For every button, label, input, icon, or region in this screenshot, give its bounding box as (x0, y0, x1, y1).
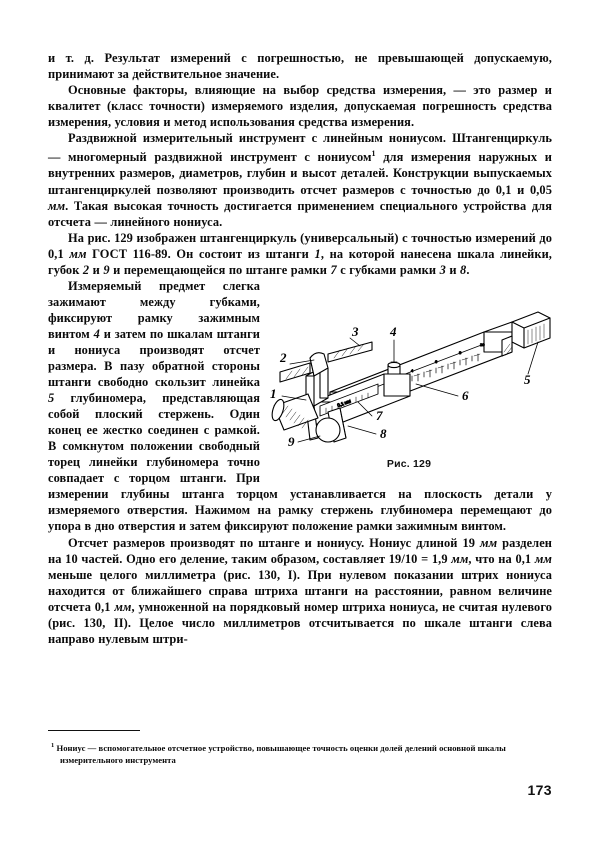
unit-mm: мм (480, 535, 498, 550)
nonius-part-4: меньше целого миллиметра (рис. 130, I). При нулевом показании штрих нониуса находится от ближайшего справа штриха штанги на расстоянии, равном величине отсчета 0,1 (48, 567, 552, 614)
wrap-part-3: глубиномера, представляющая собой плоский стержень. Один конец ее жестко соединен с рамкой. В сомкнутом положении свободный торец линейки глубиномера точно совпадает с торцом штанги. При измерении глубины штанга торцом устанавливается на плоскость детали у измеряемого отверстия. Нажимом на рамку стержень глубиномера перемещают до упора в дно отверстия и затем фиксируют положение рамки зажимным винтом. (48, 391, 552, 534)
footnote-separator-rule (48, 730, 140, 731)
nonius-part-1: Отсчет размеров производят по штанге и нониусу. Нониус длиной 19 (68, 535, 481, 550)
nonius-part-5: , умноженной на порядковый номер штриха нониуса, не считая нулевого (рис. 130, II). Целое число миллиметров отсчитывается по шкале штанги слева направо нулевым штри- (48, 599, 552, 646)
callout-2: 2 (280, 349, 287, 365)
callout-1: 1 (270, 385, 277, 401)
paragraph-section-intro (48, 130, 552, 229)
part-number-3: 3 (439, 262, 446, 277)
page-content (48, 50, 552, 647)
paragraph-1: и т. д. Результат измерений с погрешностью, не превышающей допускаемую, принимают за действительное значение. (48, 51, 552, 82)
figure-129 (266, 280, 552, 470)
section-text-before-note: Штангенциркуль — многомерный раздвижной инструмент с нониусом (48, 131, 552, 165)
scale-label: 0,1 мм (336, 398, 352, 408)
callout-9: 9 (288, 433, 295, 448)
unit-mm: мм (114, 599, 132, 614)
nonius-part-3: , что на 0,1 (468, 551, 535, 566)
svg-text:10: 10 (480, 341, 485, 347)
part-number-2: 2 (82, 262, 90, 277)
unit-mm: мм (69, 246, 87, 261)
callout-8: 8 (380, 425, 387, 441)
callout-6: 6 (462, 387, 469, 403)
svg-text:8: 8 (459, 349, 462, 355)
fig-ref-part-5: и перемещающейся по штанге рамки (109, 262, 331, 277)
wrap-part-2: и затем по шкалам штанги и нониуса производят отсчет размера. В пазу обратной стороны штанги свободно скользит линейка (48, 326, 260, 390)
section-text-tail: . Такая высокая точность достигается применением специального устройства для отсчета — линейного нониуса. (48, 198, 552, 229)
callout-3: 3 (352, 323, 359, 339)
part-number-5: 5 (48, 391, 55, 406)
unit-mm: мм (48, 198, 66, 213)
footnote-reference-mark[interactable]: 1 (371, 149, 376, 159)
part-number-9: 9 (103, 262, 110, 277)
fig-ref-part-1: На рис. 129 изображен штангенциркуль (универсальный) с точностью измерений до 0,1 (48, 230, 552, 261)
nonius-part-2: разделен на 10 частей. Одно его деление, таким образом, составляет 19/10 = 1,9 (48, 535, 552, 566)
footnote-text: Нониус — вспомогательное отсчетное устройство, повышающее точность оценки долей делений основной шкалы измерительного инструмента (56, 742, 506, 766)
fig-ref-part-7: и (445, 262, 461, 277)
fig-ref-part-3: , на которой нанесена шкала линейки, губок (48, 246, 552, 277)
fig-ref-part-4: и (89, 262, 104, 277)
unit-mm: мм (534, 551, 552, 566)
paragraph-figure-reference (48, 230, 552, 278)
part-number-7: 7 (330, 262, 337, 277)
page-number: 173 (527, 782, 552, 798)
section-lead-in: Раздвижной измерительный инструмент с линейным нониусом. (68, 131, 447, 146)
fig-ref-part-6: с губками рамки (336, 262, 440, 277)
caliper-illustration (266, 280, 552, 448)
fig-ref-part-8: . (466, 262, 470, 277)
wrap-part-1: Измеряемый предмет слегка зажимают между губками, фиксируют рамку зажимным винтом (48, 278, 260, 341)
paragraph-nonius-reading (48, 535, 552, 647)
callout-4: 4 (390, 323, 397, 339)
footnote-1 (48, 740, 552, 766)
svg-text:6: 6 (435, 358, 438, 364)
section-text-after-note: для измерения наружных и внутренних размеров, диаметров, глубин и высот деталей. Конструкции выпускаемых штангенциркулей позволяют производить отсчет размеров с точностью до 0,1 и 0,05 (48, 150, 552, 197)
part-number-1: 1 (314, 246, 321, 261)
part-number-4: 4 (93, 326, 100, 341)
footnote-zone (48, 730, 552, 766)
footnote-number: 1 (51, 742, 55, 749)
callout-7: 7 (376, 407, 383, 423)
part-number-8: 8 (460, 262, 467, 277)
paragraph-2: Основные факторы, влияющие на выбор средства измерения, — это размер и квалитет (класс точности) измеряемого изделия, допускаемая погрешность средства измерения, условия и метод использования средства измерения. (48, 83, 552, 130)
fig-ref-part-2: ГОСТ 116-89. Он состоит из штанги (86, 246, 315, 261)
svg-text:4: 4 (411, 367, 414, 373)
callout-5: 5 (524, 371, 531, 387)
unit-mm: мм (451, 551, 469, 566)
figure-caption: Рис. 129 (386, 457, 432, 470)
